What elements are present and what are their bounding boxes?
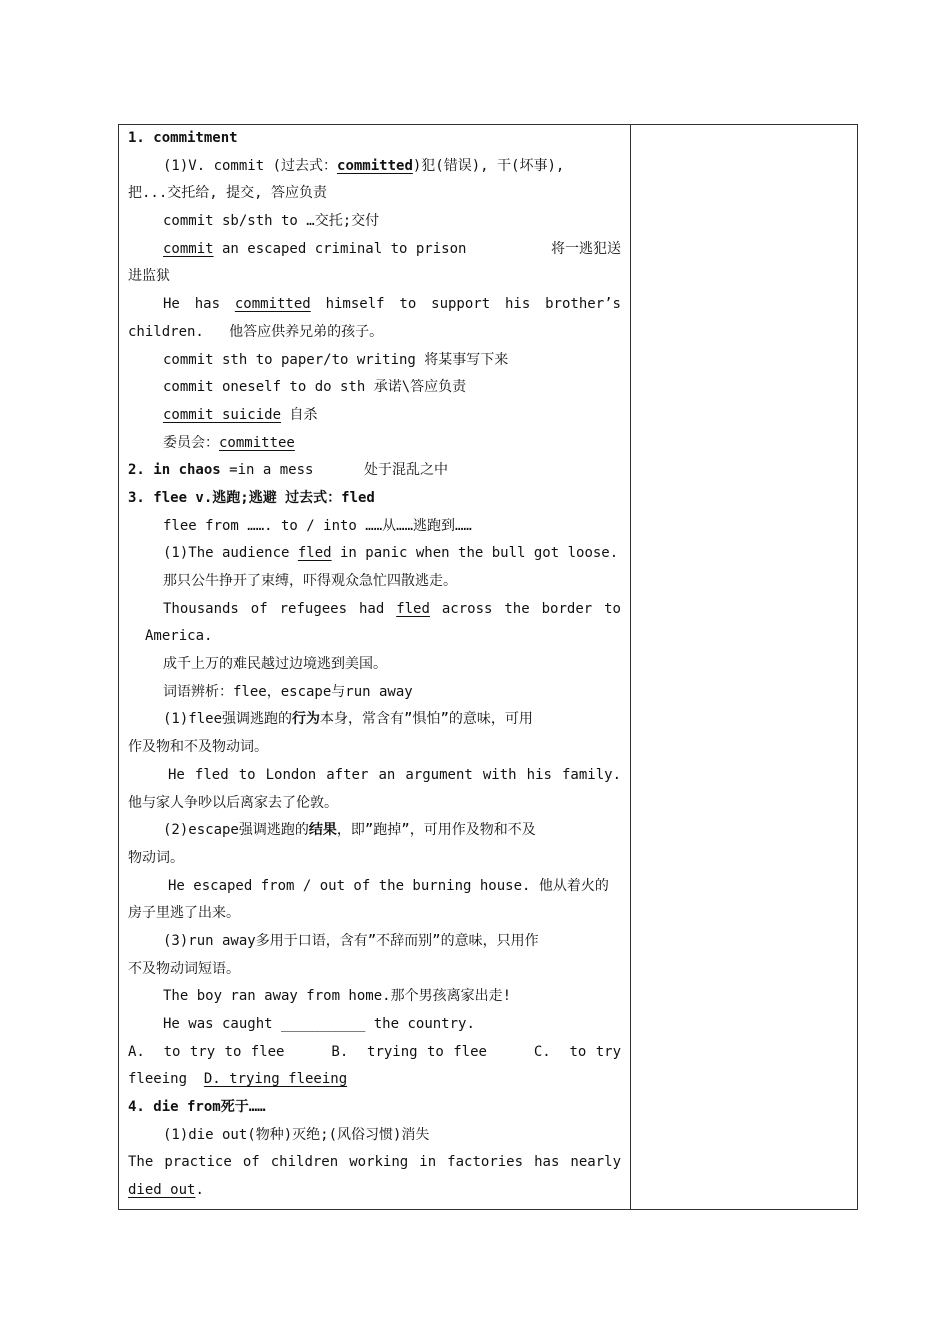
text: Thousands of refugees had <box>163 600 397 617</box>
line: 作及物和不及物动词。 <box>128 739 268 756</box>
underlined-word: died out <box>128 1182 196 1199</box>
line: He escaped from / out of the burning house. 他从着火的 <box>168 877 609 894</box>
text: himself to support his brother’s <box>310 296 621 313</box>
text: ，即”跑掉”，可用作及物和不及 <box>336 822 536 839</box>
line: commit oneself to do sth 承诺\答应负责 <box>163 379 467 396</box>
answer-option: D. trying fleeing <box>203 1071 348 1088</box>
line: 房子里逃了出来。 <box>128 905 240 922</box>
line <box>128 817 621 845</box>
line <box>128 402 621 430</box>
underlined-word: committed <box>234 296 311 313</box>
line: (3)run away多用于口语，含有”不辞而别”的意味，只用作 <box>163 932 539 949</box>
line: The practice of children working in factories has nearly <box>128 1154 621 1171</box>
line: children. 他答应供养兄弟的孩子。 <box>128 323 384 340</box>
line <box>128 1066 621 1094</box>
underlined-word: commit suicide <box>163 406 282 423</box>
line <box>128 540 621 568</box>
text: the country. <box>365 1016 475 1032</box>
line: (1)die out(物种)灭绝;(风俗习惯)消失 <box>163 1126 430 1143</box>
text: =in a mess 处于混乱之中 <box>220 462 449 479</box>
section-2-line <box>128 457 621 485</box>
line <box>128 153 621 181</box>
section-2-title: 2. in chaos <box>128 462 221 479</box>
line: 成千上万的难民越过边境逃到美国。 <box>163 656 387 673</box>
line: A. to try to flee B. trying to flee C. to try <box>128 1043 621 1060</box>
text: in panic when the bull got loose. <box>331 545 619 562</box>
line: 把...交托给, 提交, 答应负责 <box>128 185 328 202</box>
line <box>128 596 621 624</box>
underlined-word: committee <box>219 434 295 451</box>
line: America. <box>145 628 213 645</box>
text: fleeing <box>128 1071 204 1088</box>
text: (1)flee强调逃跑的 <box>163 711 293 728</box>
text: (2)escape强调逃跑的 <box>163 822 309 839</box>
underlined-word: fled <box>396 600 430 617</box>
line: flee from ……. to / into ……从……逃跑到…… <box>163 517 472 534</box>
section-1-title: 1. commitment <box>128 130 238 146</box>
line <box>128 291 621 319</box>
empty-right-cell <box>631 125 857 1209</box>
answer-blank: __________ <box>281 1016 366 1032</box>
bold-word: 行为 <box>292 711 321 728</box>
text: across the border to <box>429 600 621 617</box>
section-3-title: 3. flee v.逃跑;逃避 过去式：fled <box>128 489 375 506</box>
text: 将一逃犯送 <box>551 240 621 257</box>
notes-cell <box>128 125 621 1205</box>
section-4-title: 4. die from死于…… <box>128 1099 266 1116</box>
text: an escaped criminal to prison <box>213 240 467 257</box>
line: 进监狱 <box>128 268 170 285</box>
underlined-word: fled <box>297 545 332 562</box>
line: 物动词。 <box>128 849 184 866</box>
line <box>128 430 621 458</box>
line: commit sth to paper/to writing 将某事写下来 <box>163 351 509 368</box>
line <box>128 706 621 734</box>
text: (1)The audience <box>163 545 298 562</box>
text: (1)V. commit (过去式： <box>163 157 338 174</box>
line: The boy ran away from home.那个男孩离家出走! <box>163 988 512 1005</box>
line: 词语辨析：flee，escape与run away <box>163 683 413 700</box>
line <box>128 1177 621 1205</box>
line <box>128 236 621 264</box>
line: commit sb/sth to …交托;交付 <box>163 213 380 230</box>
text: . <box>195 1182 204 1199</box>
text: 本身，常含有”惧怕”的意味，可用 <box>320 711 533 728</box>
notes-table <box>118 124 858 1210</box>
bold-word: 结果 <box>308 822 337 839</box>
line: 不及物动词短语。 <box>128 960 240 977</box>
underlined-word: commit <box>163 240 214 257</box>
text: 自杀 <box>281 406 318 423</box>
text: )犯(错误), 干(坏事), <box>412 157 565 174</box>
line <box>128 1011 621 1039</box>
text: 委员会： <box>163 434 219 451</box>
line: 那只公牛挣开了束缚，吓得观众急忙四散逃走。 <box>163 573 457 589</box>
text: He has <box>163 296 235 313</box>
text: He was caught <box>163 1016 282 1032</box>
line: He fled to London after an argument with his family. <box>168 766 621 783</box>
underlined-word: committed <box>337 157 413 174</box>
line: 他与家人争吵以后离家去了伦敦。 <box>128 794 338 811</box>
